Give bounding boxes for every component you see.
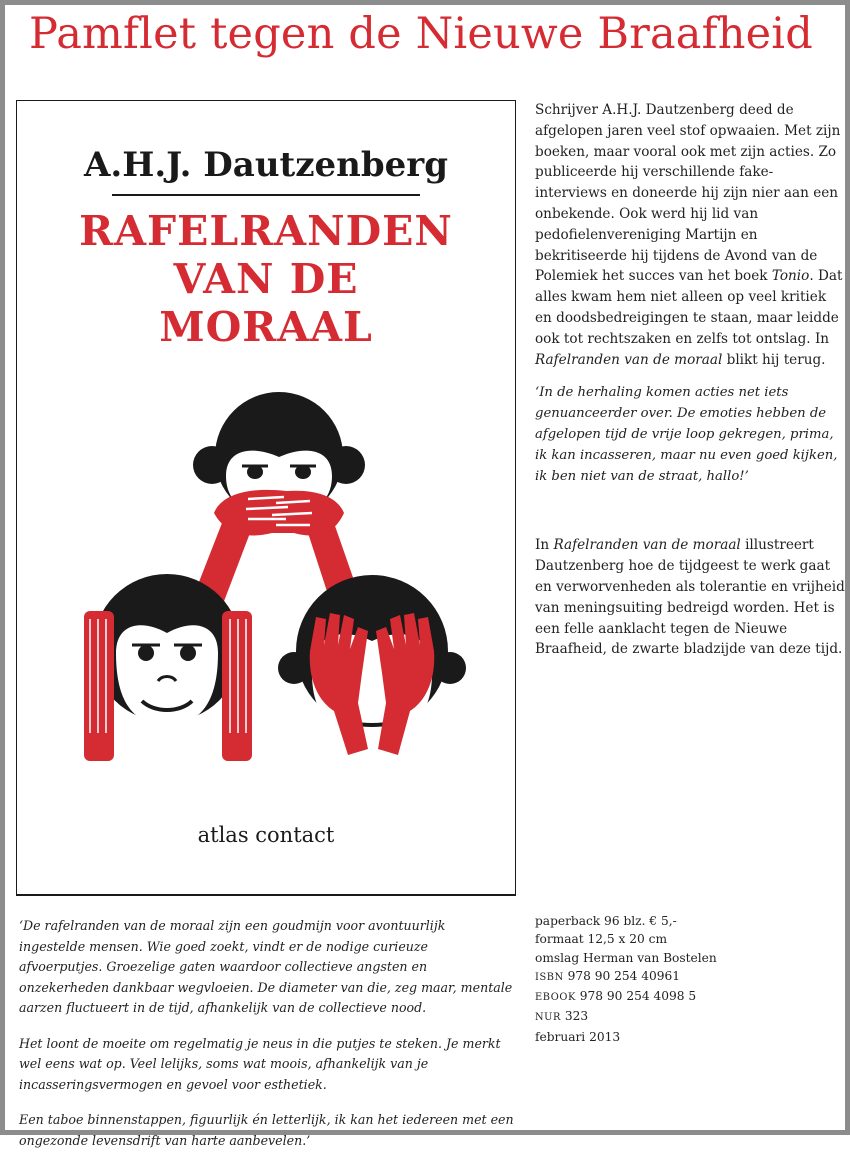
body-text-2: illustreert Dautzenberg hoe de tijdgeest te werk gaat en verworvenheden als tolerantie en vrijheid van meningsuiting bedreigd worden. Het is een felle aanklacht tegen de Nieuwe Braafheid, de zwarte bladzijde van deze tijd.: [535, 537, 845, 658]
section-divider: [16, 895, 516, 896]
ebook-value: 978 90 254 4098 5: [579, 989, 697, 1004]
nur-value: 323: [564, 1009, 589, 1024]
intro-paragraph: [535, 100, 845, 370]
body-book-title: Rafelranden van de moraal: [553, 537, 741, 554]
book-excerpt: [19, 916, 515, 1166]
cover-author: A.H.J. Dautzenberg: [84, 145, 448, 185]
cover-divider: [112, 194, 420, 196]
page-title: Pamflet tegen de Nieuwe Braafheid: [29, 9, 813, 59]
intro-text-2: . Dat alles kwam hem niet alleen op veel kritiek en doodsbedreigingen te staan, maar leidde ook tot rechtszaken en zelfs tot ontslag. In: [535, 268, 843, 347]
ebook-label: EBOOK: [535, 992, 576, 1004]
detail-ebook: [535, 987, 717, 1007]
cover-title-line-3: MORAAL: [159, 303, 373, 351]
book-cover: [16, 100, 516, 895]
book-details: [535, 912, 717, 1046]
detail-size: formaat 12,5 x 20 cm: [535, 932, 668, 947]
cover-title-line-1: RAFELRANDEN: [79, 207, 453, 255]
intro-text-1: Schrijver A.H.J. Dautzenberg deed de afgelopen jaren veel stof opwaaien. Met zijn boeken, maar vooral ook met zijn acties. Zo publiceerde hij verschillende fake-interviews en doneerde hij zijn nier aan een onbekende. Ook werd hij lid van pedofielenvereniging Martijn en bekritiseerde hij tijdens de Avond van de Polemiek het succes van het boek: [535, 102, 841, 285]
detail-date: februari 2013: [535, 1029, 621, 1044]
isbn-value: 978 90 254 40961: [567, 968, 681, 983]
cover-title-line-2: VAN DE: [173, 255, 359, 303]
isbn-label: ISBN: [535, 971, 564, 983]
intro-book-title: Rafelranden van de moraal: [535, 351, 723, 368]
three-wise-monkeys-illustration: [72, 383, 472, 793]
intro-title-tonio: Tonio: [771, 268, 810, 285]
excerpt-paragraph-2: Het loont de moeite om regelmatig je neus in die putjes te steken. Je merkt wel eens wat op. Veel lelijks, soms wat moois, afhankelijk van je incasseringsvermogen en gevoel voor esthetiek.: [19, 1035, 501, 1092]
description-quote: ‘In de herhaling komen acties net iets genuanceerder over. De emoties hebben de afgelopen tijd de vrije loop gekregen, prima, ik kan incasseren, maar nu even goed kijken, ik ben niet van de straat, hallo!’: [535, 385, 838, 484]
detail-isbn: [535, 967, 717, 987]
nur-label: NUR: [535, 1012, 562, 1024]
excerpt-paragraph-3: Een taboe binnenstappen, figuurlijk én letterlijk, ik kan het iedereen met een ongezonde levensdrift van harte aanbevelen.’: [19, 1112, 514, 1148]
body-paragraph: [535, 535, 845, 660]
detail-cover-design: omslag Herman van Bostelen: [535, 950, 717, 965]
body-text-1: In: [535, 537, 554, 554]
description-column: [535, 100, 845, 660]
see-no-evil-monkey: [278, 575, 466, 755]
detail-nur: [535, 1007, 717, 1027]
intro-text-3: blikt hij terug.: [722, 351, 826, 368]
excerpt-paragraph-1: ‘De rafelranden van de moraal zijn een goudmijn voor avontuurlijk ingestelde mensen. Wie goed zoekt, vindt er de nodige curieuze afvoerputjes. Groezelige gaten waardoor collectieve angsten en onzekerheden dankbaar wegvloeien. De diameter van die, zeg maar, mentale aarzen fluctueert in de tijd, afhankelijk van de collectieve nood.: [19, 918, 513, 1015]
cover-publisher: atlas contact: [197, 823, 335, 847]
detail-format: paperback 96 blz. € 5,-: [535, 914, 677, 928]
hear-no-evil-monkey: [84, 574, 252, 761]
